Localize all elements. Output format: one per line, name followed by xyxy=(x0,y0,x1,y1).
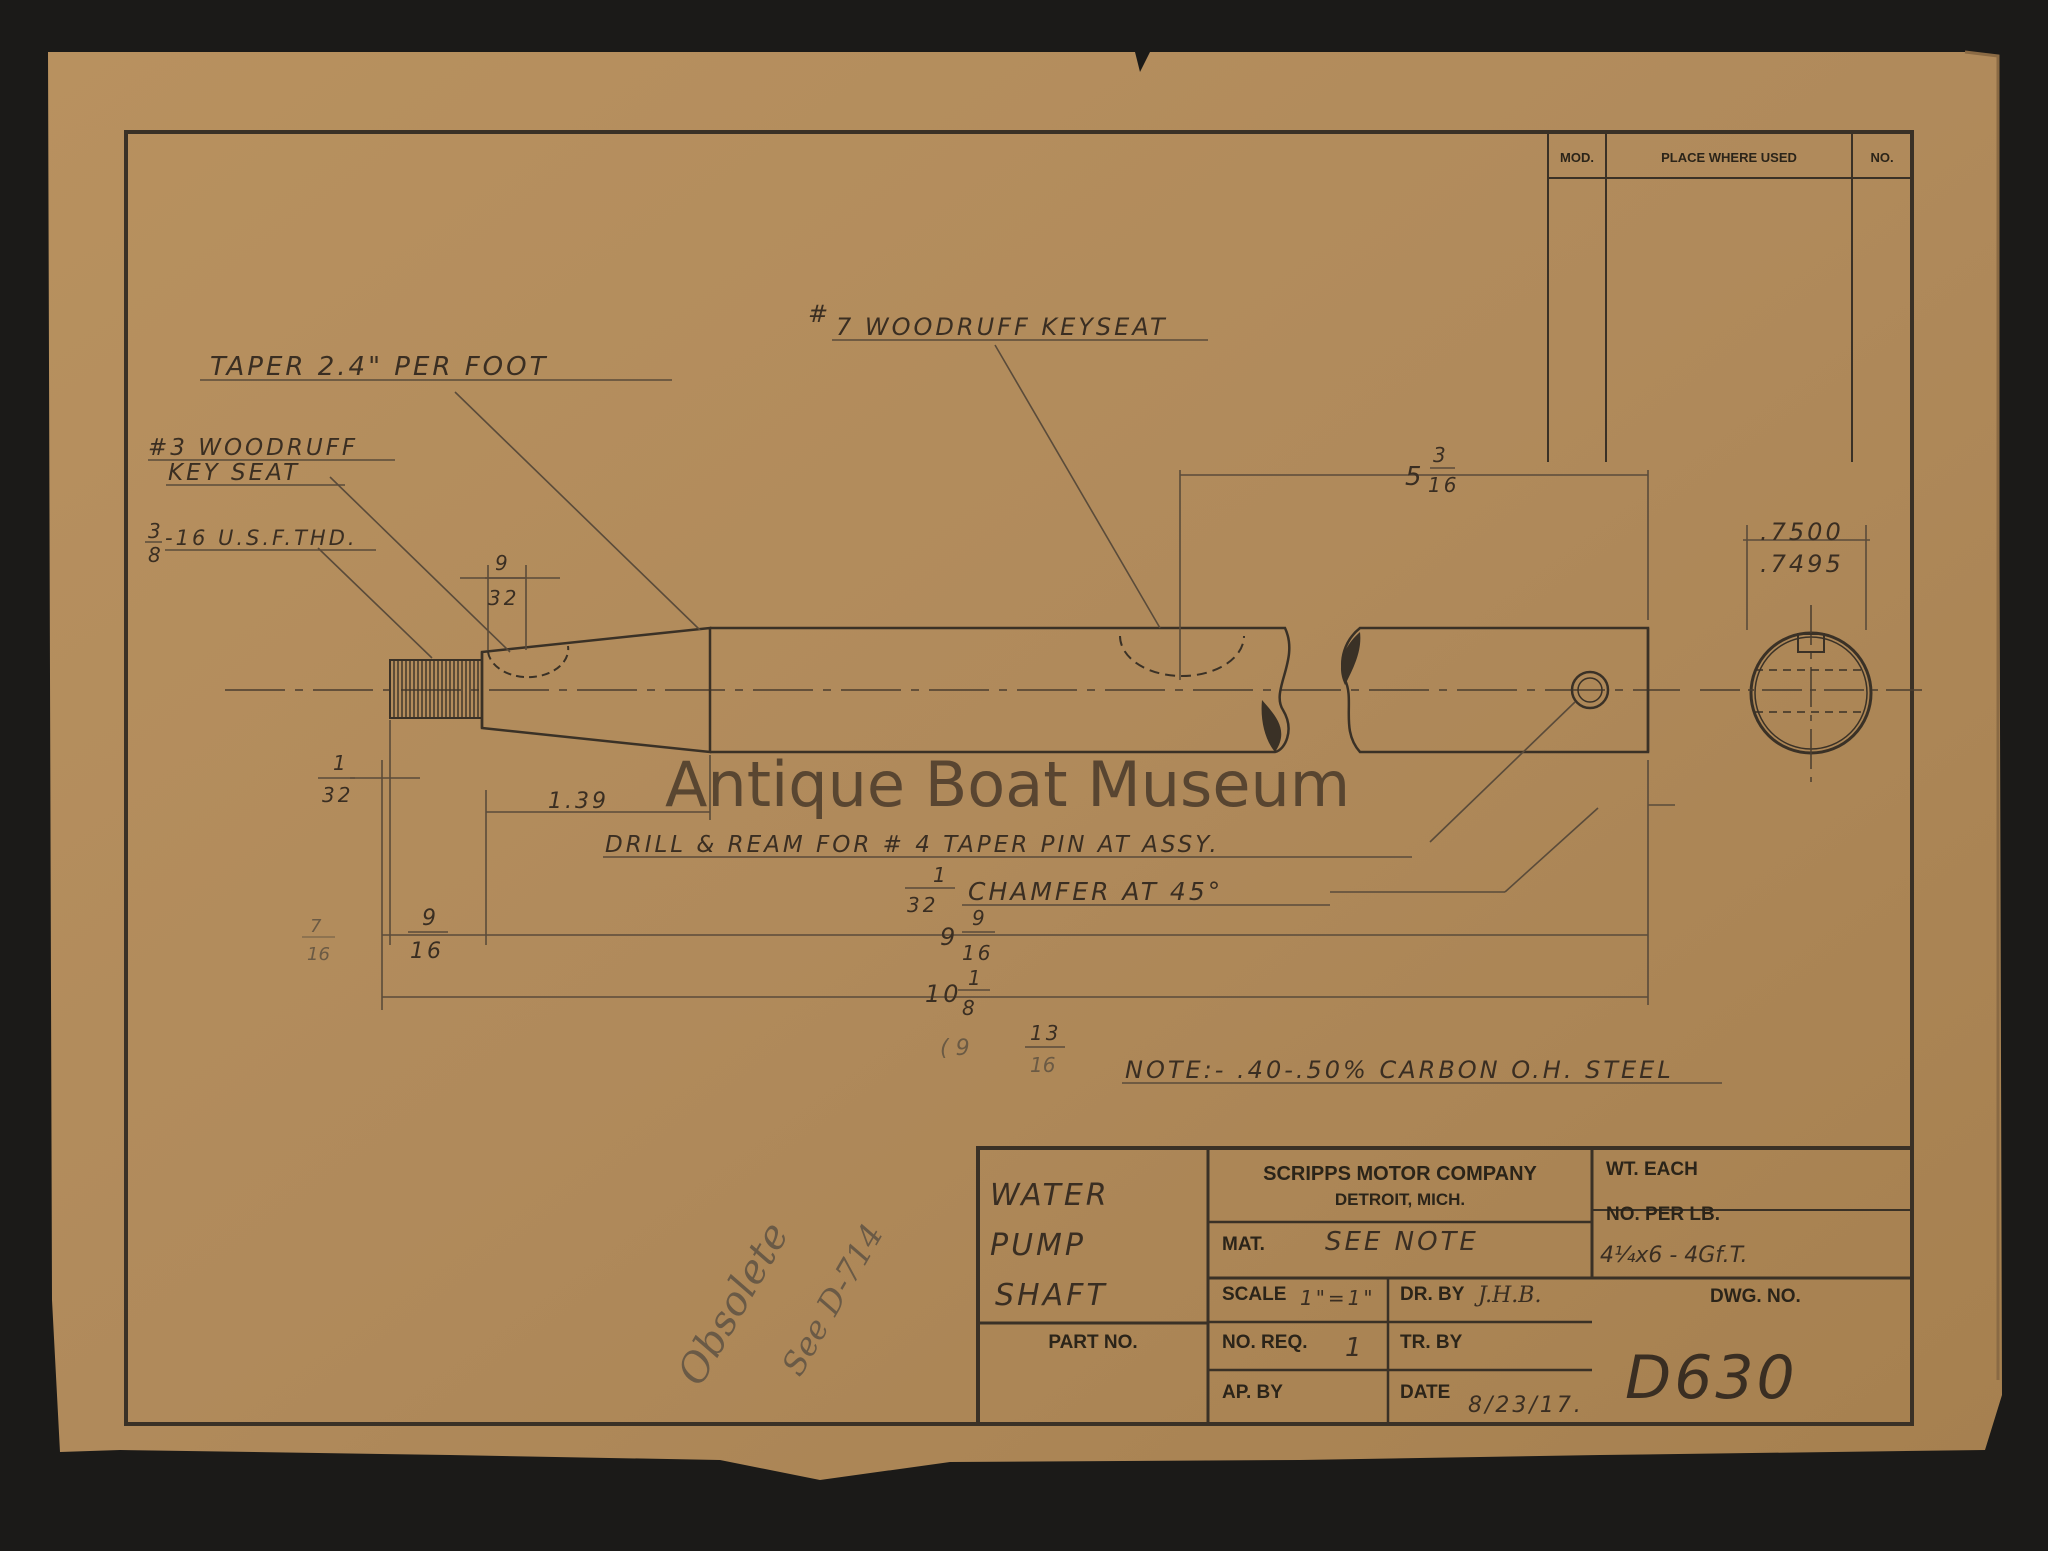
diameter-lower: .7495 xyxy=(1760,550,1844,578)
number-per-lb-label: NO. PER LB. xyxy=(1606,1204,1721,1225)
dim-9-16-num: 9 xyxy=(422,906,439,931)
woodruff7-number-sign: # xyxy=(808,300,832,328)
diameter-upper: .7500 xyxy=(1760,518,1844,546)
mat-label: MAT. xyxy=(1222,1234,1265,1255)
usage-col-place: PLACE WHERE USED xyxy=(1661,150,1797,165)
threaded-end xyxy=(390,660,482,718)
drawn-by-value: J.H.B. xyxy=(1478,1283,1542,1308)
dim-7-16-den: 16 xyxy=(307,944,330,965)
dim-9-13-16-num: 13 xyxy=(1030,1021,1062,1045)
dim-9-9-16-whole: 9 xyxy=(940,923,959,951)
dim-9-13-16-whole: ( 9 xyxy=(940,1036,970,1061)
watermark: Antique Boat Museum xyxy=(665,748,1351,821)
stock-note: 4¼x6 - 4Gf.T. xyxy=(1600,1243,1748,1268)
drawing-number-value: D630 xyxy=(1625,1343,1798,1413)
chamfer-note: CHAMFER AT 45° xyxy=(968,877,1224,906)
woodruff3-line2: KEY SEAT xyxy=(168,460,301,486)
taper-note: TAPER 2.4" PER FOOT xyxy=(210,352,549,382)
dim-5-3-16-num: 3 xyxy=(1433,443,1449,467)
approved-by-label: AP. BY xyxy=(1222,1382,1283,1403)
scale-value: 1"=1" xyxy=(1300,1286,1376,1310)
drawn-by-label: DR. BY xyxy=(1400,1284,1465,1305)
dim-10-1-8-whole: 10 xyxy=(925,980,962,1008)
dim-1-39: 1.39 xyxy=(548,789,609,814)
dim-1-32-den: 32 xyxy=(322,783,354,807)
no-req-value: 1 xyxy=(1345,1333,1365,1363)
material-note: NOTE:- .40-.50% CARBON O.H. STEEL xyxy=(1125,1056,1674,1084)
date-label: DATE xyxy=(1400,1382,1451,1403)
weight-each-label: WT. EACH xyxy=(1606,1159,1698,1180)
part-title-line3: SHAFT xyxy=(995,1278,1108,1313)
dim-7-16-num: 7 xyxy=(310,916,322,937)
woodruff7-note: 7 WOODRUFF KEYSEAT xyxy=(836,313,1168,341)
company-location: DETROIT, MICH. xyxy=(1334,1190,1466,1209)
part-title-line2: PUMP xyxy=(990,1228,1087,1263)
usage-col-mod: MOD. xyxy=(1560,150,1594,165)
dim-9-16-den: 16 xyxy=(410,939,444,964)
thread-fraction-num: 3 xyxy=(148,519,164,543)
usage-col-no: NO. xyxy=(1870,150,1894,165)
dim-1-32-num: 1 xyxy=(333,751,349,775)
dim-5-3-16-whole: 5 xyxy=(1405,462,1425,492)
dim-10-1-8-num: 1 xyxy=(968,966,984,990)
thread-fraction-den: 8 xyxy=(148,543,164,567)
part-no-label: PART NO. xyxy=(1048,1332,1138,1353)
dim-9-9-16-den: 16 xyxy=(962,941,994,965)
drawing-number-label: DWG. NO. xyxy=(1710,1286,1801,1307)
scale-label: SCALE xyxy=(1222,1284,1287,1305)
thread-note: -16 U.S.F.THD. xyxy=(165,526,358,550)
company-name: SCRIPPS MOTOR COMPANY xyxy=(1263,1163,1537,1185)
dim-10-1-8-den: 8 xyxy=(962,996,978,1020)
chamfer-num: 1 xyxy=(933,863,949,887)
drill-note: DRILL & REAM FOR # 4 TAPER PIN AT ASSY. xyxy=(605,832,1220,858)
see-reference-note: See D-714 xyxy=(774,1217,891,1382)
no-req-label: NO. REQ. xyxy=(1222,1332,1308,1353)
dim-9-13-16-den: 16 xyxy=(1030,1053,1056,1077)
date-value: 8/23/17. xyxy=(1468,1393,1584,1418)
dim-5-3-16-den: 16 xyxy=(1428,473,1460,497)
dim-9-9-16-num: 9 xyxy=(972,906,988,930)
traced-by-label: TR. BY xyxy=(1400,1332,1463,1353)
dim-9-32-den: 32 xyxy=(488,586,520,610)
mat-value: SEE NOTE xyxy=(1325,1227,1479,1257)
chamfer-den: 32 xyxy=(907,893,939,917)
woodruff3-line1: #3 WOODRUFF xyxy=(148,435,359,461)
obsolete-note: Obsolete xyxy=(668,1214,799,1393)
dim-9-32-num: 9 xyxy=(495,551,511,575)
part-title-line1: WATER xyxy=(990,1178,1110,1213)
